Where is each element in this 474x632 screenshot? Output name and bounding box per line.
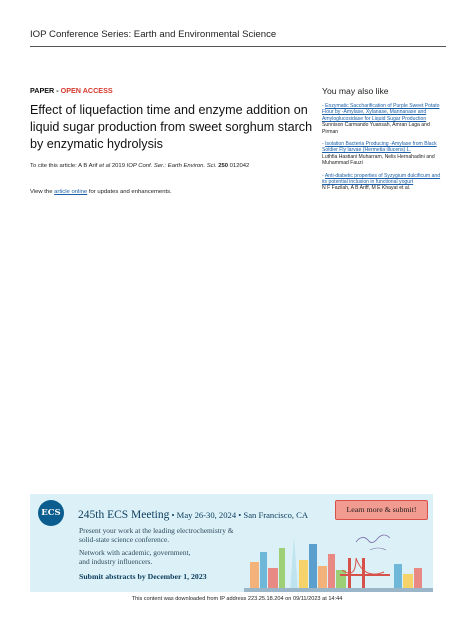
related-bullet: -	[322, 141, 324, 148]
related-articles	[322, 86, 446, 198]
related-item	[322, 173, 446, 192]
download-footer: This content was downloaded from IP address 223.25.18.204 on 09/11/2023 at 14:44	[131, 596, 343, 602]
paper-type-label: PAPER	[30, 86, 55, 95]
meeting-details: • May 26-30, 2024 • San Francisco, CA	[169, 510, 309, 520]
cite-authors: A B Arif	[78, 163, 98, 169]
san-francisco-skyline-illustration	[244, 522, 433, 592]
cite-number: 012042	[228, 163, 250, 169]
view-prefix: View the	[30, 189, 55, 195]
related-item-link[interactable]: Isolation Bacteria Producing -Amylase from Black Soldier Fly larvae (Hermetia illucens) L.	[322, 141, 437, 154]
journal-name: IOP Conference Series: Earth and Environmental Science	[30, 29, 277, 40]
view-suffix: for updates and enhancements.	[87, 189, 172, 195]
related-item	[322, 103, 446, 135]
banner-line-1: Present your work at the leading electrochemistry &	[79, 526, 234, 535]
open-access-badge: OPEN ACCESS	[60, 86, 113, 95]
related-item-authors: Sunnison Carmando Yuansah, Amran Laga and Pirman	[322, 122, 430, 135]
article-info	[30, 86, 320, 195]
related-item	[322, 141, 446, 167]
paper-type-separator: -	[54, 86, 61, 95]
cite-etal: et al	[99, 163, 111, 169]
related-item-authors: N F Fazilah, A B Ariff, M E Khayat et al.	[322, 185, 411, 192]
related-bullet: -	[322, 172, 324, 179]
related-bullet: -	[322, 103, 324, 109]
article-online-link[interactable]: article online	[54, 189, 88, 195]
related-item-authors: Luthfia Hastiani Muharram, Nelis Hernahadini and Muhammad Fauzi	[322, 153, 435, 167]
cite-journal: IOP Conf. Ser.: Earth Environ. Sci.	[126, 163, 217, 169]
meeting-name: 245th ECS Meeting	[78, 509, 170, 521]
banner-line-2: solid-state science conference.	[79, 535, 170, 544]
meeting-line	[78, 505, 308, 523]
journal-header	[30, 24, 446, 47]
citation-line	[30, 163, 320, 169]
ecs-meeting-banner[interactable]	[30, 494, 433, 592]
banner-line-4: and industry influencers.	[79, 557, 153, 566]
view-online-line	[30, 189, 320, 195]
related-item-link[interactable]: Anti-diabetic properties of Syzygium dulcificum and its potential inclusion in functional yogurt	[322, 172, 441, 186]
cite-volume: 250	[218, 163, 229, 169]
submit-deadline: Submit abstracts by December 1, 2023	[79, 572, 207, 581]
paper-type	[30, 86, 320, 95]
cite-prefix: To cite this article:	[30, 163, 79, 169]
banner-line-3: Network with academic, government,	[79, 548, 191, 557]
cite-year: 2019	[110, 163, 127, 169]
learn-more-button[interactable]: Learn more & submit!	[335, 500, 428, 520]
article-title: Effect of liquefaction time and enzyme addition on liquid sugar production from sweet sorghum starch by enzymatic hydrolysis	[30, 103, 313, 151]
ecs-logo: ECS	[38, 500, 64, 526]
related-item-link[interactable]: Enzymatic Saccharification of Purple Sweet Potato Flour by -Amylase, Xylanase, Mannanase and Amyloglucosidase for Liquid Sugar Production	[322, 103, 440, 122]
related-heading: You may also like	[322, 86, 389, 96]
